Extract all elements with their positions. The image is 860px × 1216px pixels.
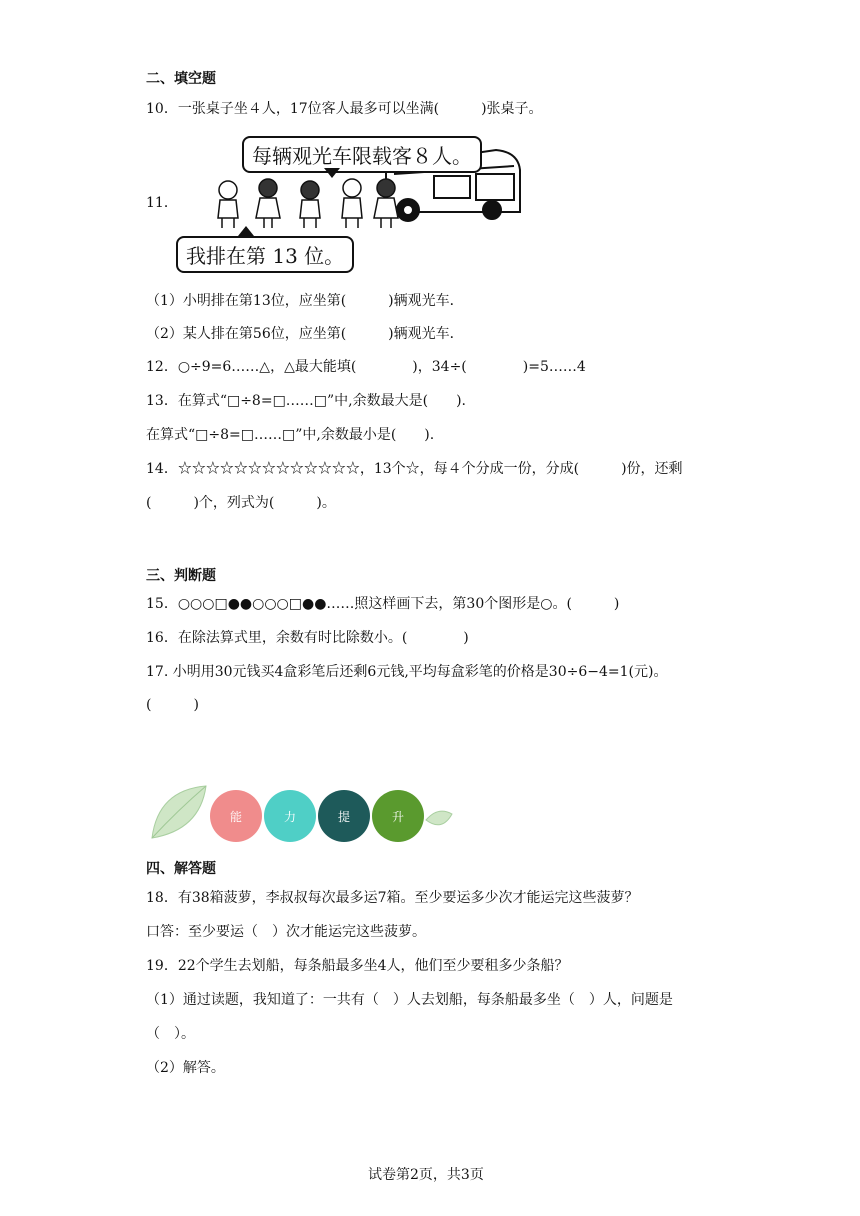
leaf-right-icon: [424, 802, 454, 842]
banner-circle-4: [372, 790, 424, 842]
question-11-part-2: （2）某人排在第56位，应坐第( )辆观光车．: [146, 326, 464, 342]
child-4-icon: [342, 179, 362, 228]
question-17-line-1: 17. 小明用30元钱买4盒彩笔后还剩6元钱,平均每盒彩笔的价格是30÷6−4=1(元)。: [146, 664, 668, 680]
question-15: 15．○○○□●●○○○□●●……照这样画下去，第30个图形是○。( ): [146, 596, 620, 612]
child-5-icon: [374, 179, 398, 228]
question-14-line-1: 14．☆☆☆☆☆☆☆☆☆☆☆☆☆，13个☆，每４个分成一份，分成( )份，还剩: [146, 461, 683, 477]
question-14-line-2: ( )个，列式为( )。: [146, 495, 336, 511]
question-19-line-2: （1）通过读题，我知道了：一共有（ ）人去划船，每条船最多坐（ ）人，问题是: [146, 992, 673, 1008]
question-16: 16．在除法算式里，余数有时比除数小。( ): [146, 630, 469, 646]
question-19-line-4: （2）解答。: [146, 1060, 225, 1076]
banner-label-4: 升: [391, 809, 404, 824]
banner-circle-1: [210, 790, 262, 842]
page-footer: 试卷第2页，共3页: [368, 1167, 484, 1183]
child-2-icon: [256, 179, 280, 228]
section-title-judge: 三、判断题: [146, 568, 216, 584]
question-19-line-1: 19．22个学生去划船，每条船最多坐4人，他们至少要租多少条船？: [146, 958, 569, 974]
banner-label-1: 能: [229, 809, 242, 824]
section-title-solve: 四、解答题: [146, 861, 216, 877]
banner-circle-3: [318, 790, 370, 842]
question-12: 12．○÷9=6……△，△最大能填( )，34÷( )=5……4: [146, 359, 586, 375]
section-title-fill: 二、填空题: [146, 71, 216, 87]
banner-circle-2: [264, 790, 316, 842]
leaf-left-icon: [148, 780, 218, 842]
speech-bubble-position: 我排在第 13 位。: [176, 236, 354, 273]
tour-bus-illustration: [176, 130, 524, 272]
question-11-number: 11．: [146, 195, 178, 211]
ability-banner: [148, 780, 458, 842]
banner-label-3: 提: [337, 809, 350, 824]
question-13-line-2: 在算式“□÷8=□……□”中,余数最小是( ).: [146, 427, 435, 443]
banner-label-2: 力: [283, 809, 296, 824]
question-11-part-1: （1）小明排在第13位，应坐第( )辆观光车．: [146, 293, 464, 309]
speech-bubble-capacity: 每辆观光车限载客８人。: [242, 136, 482, 173]
children-icons: [218, 179, 398, 228]
question-18-line-1: 18．有38箱菠萝，李叔叔每次最多运7箱。至少要运多少次才能运完这些菠萝？: [146, 890, 639, 906]
speech-tail-top: [324, 168, 340, 178]
question-10: 10．一张桌子坐４人，17位客人最多可以坐满( )张桌子。: [146, 101, 543, 117]
question-18-line-2: 口答：至少要运（ ）次才能运完这些菠萝。: [146, 924, 426, 940]
question-19-line-3: （ ）。: [146, 1026, 195, 1042]
question-17-line-2: ( ): [146, 697, 199, 713]
child-3-icon: [300, 181, 320, 228]
question-13-line-1: 13．在算式“□÷8=□……□”中,余数最大是( ).: [146, 393, 467, 409]
speech-tail-bottom: [238, 226, 254, 236]
child-1-icon: [218, 181, 238, 228]
